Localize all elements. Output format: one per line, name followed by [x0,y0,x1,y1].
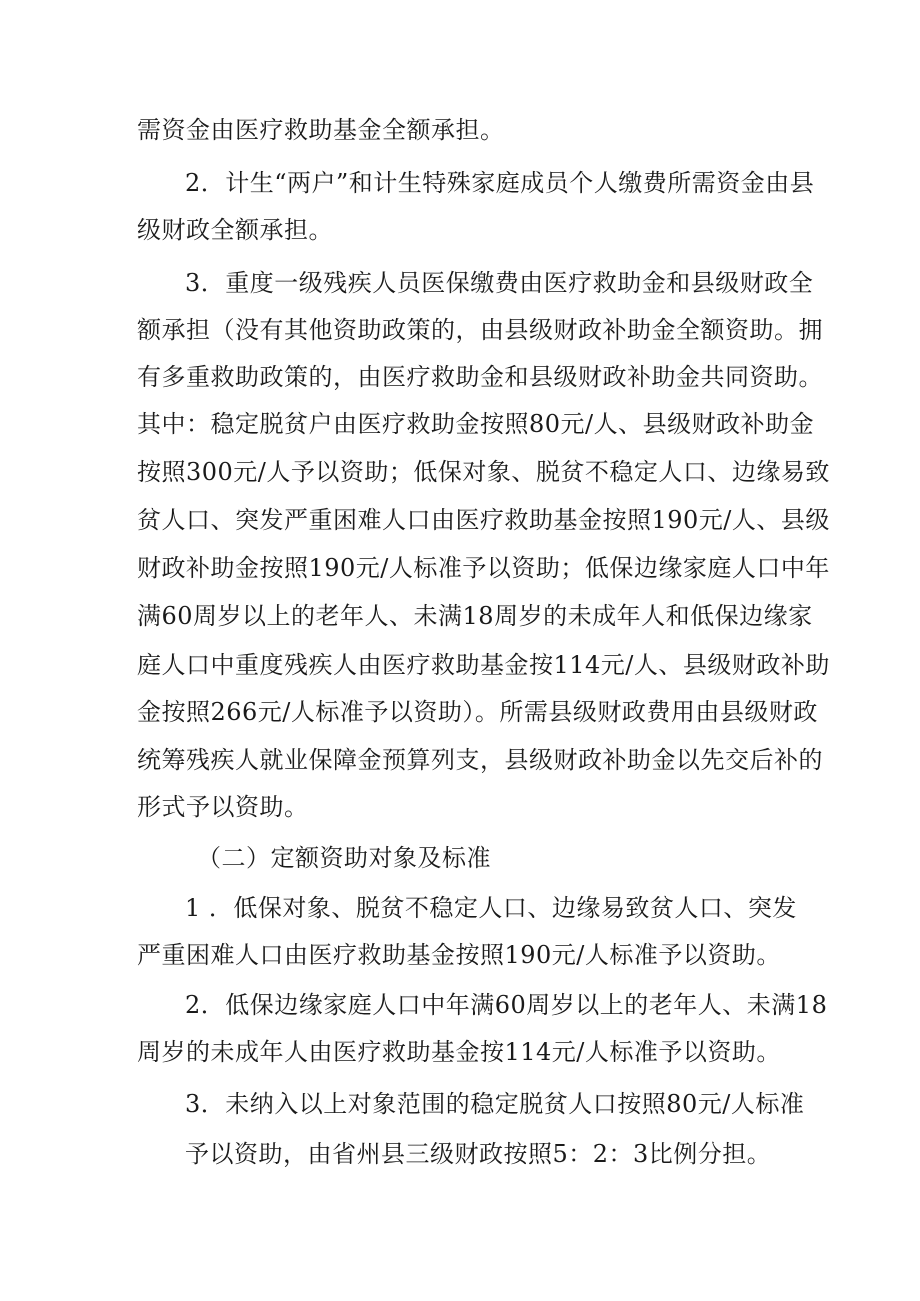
paragraph-line: 满60周岁以上的老年人、未满18周岁的未成年人和低保边缘家 [137,602,813,630]
paragraph-line: 2．低保边缘家庭人口中年满60周岁以上的老年人、未满18 [185,991,828,1019]
paragraph-line: 予以资助，由省州县三级财政按照5：2：3比例分担。 [185,1140,772,1168]
paragraph-line: 需资金由医疗救助基金全额承担。 [137,116,505,144]
section-heading: （二）定额资助对象及标准 [197,844,491,872]
paragraph-line: 有多重救助政策的，由医疗救助金和县级财政补助金共同资助。 [137,363,823,391]
paragraph-line: 金按照266元/人标准予以资助）。所需县级财政费用由县级财政 [137,698,818,726]
paragraph-line: 1 ．低保对象、脱贫不稳定人口、边缘易致贫人口、突发 [185,894,797,922]
paragraph-line: 统筹残疾人就业保障金预算列支，县级财政补助金以先交后补的 [137,746,823,774]
paragraph-line: 贫人口、突发严重困难人口由医疗救助基金按照190元/人、县级 [137,506,830,534]
paragraph-line: 其中：稳定脱贫户由医疗救助金按照80元/人、县级财政补助金 [137,410,815,438]
paragraph-line: 级财政全额承担。 [137,216,333,244]
paragraph-line: 2．计生“两户”和计生特殊家庭成员个人缴费所需资金由县 [185,169,815,197]
paragraph-line: 庭人口中重度残疾人由医疗救助基金按114元/人、县级财政补助 [137,651,830,679]
paragraph-line: 按照300元/人予以资助；低保对象、脱贫不稳定人口、边缘易致 [137,458,830,486]
paragraph-line: 财政补助金按照190元/人标准予以资助；低保边缘家庭人口中年 [137,554,830,582]
paragraph-line: 周岁的未成年人由医疗救助基金按114元/人标准予以资助。 [137,1038,781,1066]
paragraph-line: 严重困难人口由医疗救助基金按照190元/人标准予以资助。 [137,941,781,969]
paragraph-line: 形式予以资助。 [137,793,309,821]
paragraph-line: 3．重度一级残疾人员医保缴费由医疗救助金和县级财政全 [185,269,814,297]
paragraph-line: 额承担（没有其他资助政策的，由县级财政补助金全额资助。拥 [137,316,823,344]
paragraph-line: 3．未纳入以上对象范围的稳定脱贫人口按照80元/人标准 [185,1090,805,1118]
